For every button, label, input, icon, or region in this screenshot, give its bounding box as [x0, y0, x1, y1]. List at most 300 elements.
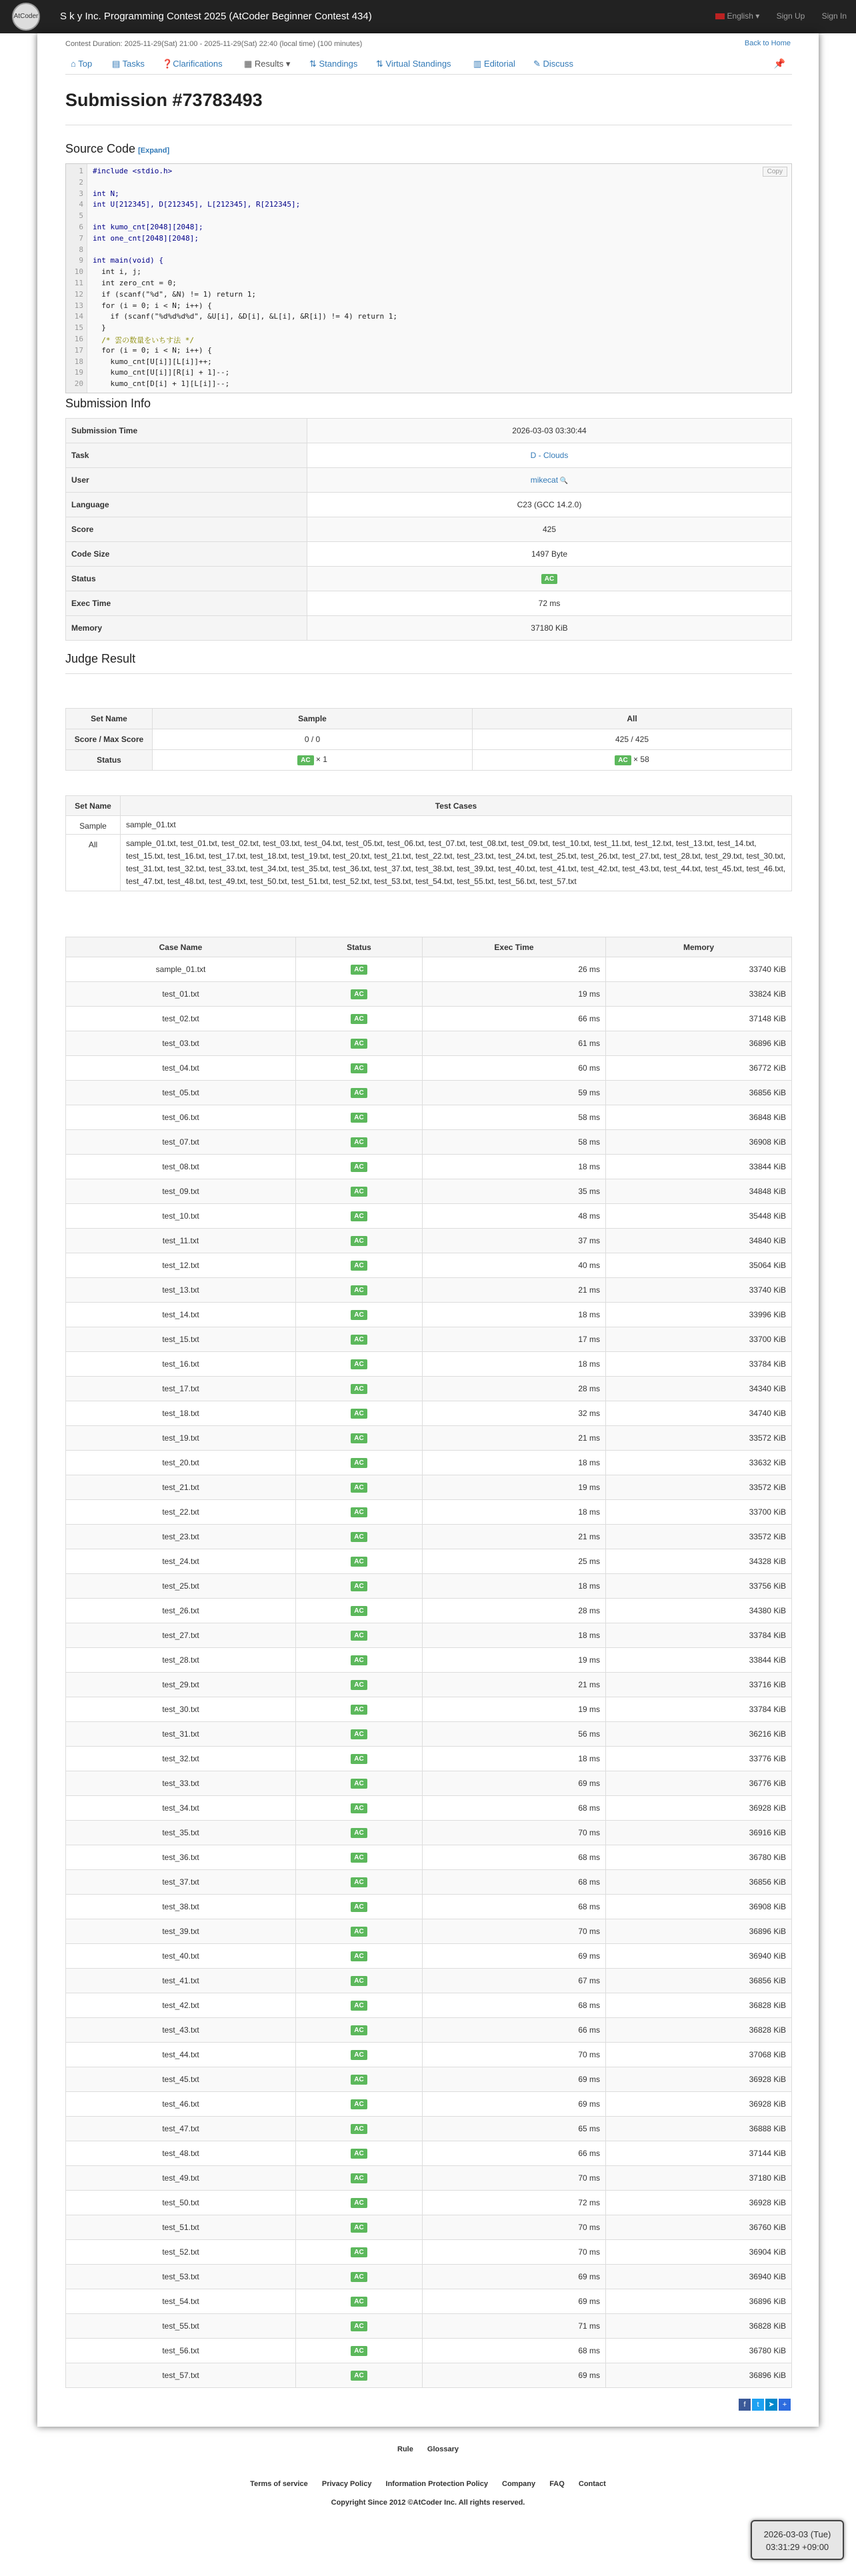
case-memory: 36828 KiB — [606, 1993, 792, 2018]
case-status — [296, 2117, 423, 2141]
line-number: 12 — [74, 289, 83, 299]
case-status — [296, 2191, 423, 2215]
case-exec-time: 67 ms — [423, 1969, 606, 1993]
case-exec-time: 69 ms — [423, 2092, 606, 2117]
case-col-header: Exec Time — [423, 937, 606, 957]
case-exec-time: 68 ms — [423, 1796, 606, 1821]
case-memory: 35064 KiB — [606, 1253, 792, 1278]
case-memory: 34340 KiB — [606, 1377, 792, 1401]
line-number: 6 — [79, 223, 83, 231]
case-status — [296, 2314, 423, 2339]
case-exec-time: 21 ms — [423, 1525, 606, 1549]
info-value — [307, 468, 792, 493]
case-name: test_03.txt — [66, 1031, 296, 1056]
main-container — [37, 33, 819, 2427]
table-row — [66, 1253, 792, 1278]
plus-icon[interactable]: + — [779, 2399, 791, 2411]
case-name: test_04.txt — [66, 1056, 296, 1081]
table-row — [66, 1673, 792, 1697]
case-col-header: Memory — [606, 937, 792, 957]
case-name: test_06.txt — [66, 1105, 296, 1130]
case-memory: 36940 KiB — [606, 2265, 792, 2289]
info-value — [307, 567, 792, 591]
top-navbar — [0, 0, 856, 33]
info-key: User — [66, 468, 307, 493]
case-memory: 36760 KiB — [606, 2215, 792, 2240]
case-memory: 36896 KiB — [606, 2363, 792, 2388]
table-row — [66, 1722, 792, 1747]
info-row — [66, 419, 792, 443]
case-name: test_12.txt — [66, 1253, 296, 1278]
case-memory: 33844 KiB — [606, 1155, 792, 1179]
case-status — [296, 1426, 423, 1451]
contest-title[interactable]: S k y Inc. Programming Contest 2025 (AtCoder Beginner Contest 434) — [60, 11, 372, 22]
status-badge: AC — [541, 574, 557, 584]
status-badge: AC — [351, 1285, 367, 1295]
info-protection-link[interactable]: Information Protection Policy — [385, 2480, 488, 2488]
status-badge: AC — [351, 1705, 367, 1715]
case-exec-time: 18 ms — [423, 1451, 606, 1475]
case-exec-time: 69 ms — [423, 1944, 606, 1969]
tab-editorial[interactable]: ▥ Editorial — [473, 59, 515, 69]
privacy-link[interactable]: Privacy Policy — [321, 2480, 372, 2488]
test-case-sets-table — [65, 795, 792, 891]
table-row — [66, 1895, 792, 1919]
case-status — [296, 1722, 423, 1747]
case-name: sample_01.txt — [66, 957, 296, 982]
case-results-table — [65, 937, 792, 2388]
case-status — [296, 2363, 423, 2388]
info-key: Task — [66, 443, 307, 468]
case-exec-time: 18 ms — [423, 1155, 606, 1179]
case-memory: 36928 KiB — [606, 2092, 792, 2117]
case-memory: 37180 KiB — [606, 2166, 792, 2191]
line-number: 2 — [79, 177, 83, 187]
status-badge: AC — [351, 1335, 367, 1345]
line-number: 10 — [74, 267, 83, 277]
status-badge: AC — [351, 1680, 367, 1690]
glossary-link[interactable]: Glossary — [427, 2445, 459, 2453]
info-text: C23 (GCC 14.2.0) — [517, 500, 582, 509]
all-score: 425 / 425 — [473, 729, 792, 750]
code-line: int one_cnt[2048][2048]; — [93, 233, 199, 243]
table-row — [66, 2043, 792, 2067]
status-badge: AC — [351, 2371, 367, 2381]
company-link[interactable]: Company — [502, 2480, 536, 2488]
case-status — [296, 2265, 423, 2289]
case-name: test_28.txt — [66, 1648, 296, 1673]
status-badge: AC — [351, 1557, 367, 1567]
case-exec-time: 58 ms — [423, 1105, 606, 1130]
language-select[interactable]: English ▾ — [715, 11, 760, 21]
line-number: 17 — [74, 345, 83, 355]
case-name: test_01.txt — [66, 982, 296, 1007]
case-name: test_57.txt — [66, 2363, 296, 2388]
case-exec-time: 66 ms — [423, 2018, 606, 2043]
case-memory: 33784 KiB — [606, 1697, 792, 1722]
sign-up-link[interactable]: Sign Up — [776, 11, 805, 21]
pin-icon[interactable]: 📌 — [773, 58, 785, 69]
case-name: test_26.txt — [66, 1599, 296, 1623]
info-row — [66, 616, 792, 641]
case-memory: 36896 KiB — [606, 1919, 792, 1944]
status-badge: AC — [297, 755, 313, 765]
case-memory: 33776 KiB — [606, 1747, 792, 1771]
case-name: test_55.txt — [66, 2314, 296, 2339]
sign-in-link[interactable]: Sign In — [821, 11, 847, 21]
case-exec-time: 68 ms — [423, 1870, 606, 1895]
case-memory: 36908 KiB — [606, 1895, 792, 1919]
case-status — [296, 1130, 423, 1155]
case-memory: 36928 KiB — [606, 2191, 792, 2215]
case-name: test_43.txt — [66, 2018, 296, 2043]
case-exec-time: 69 ms — [423, 2289, 606, 2314]
status-badge: AC — [351, 1927, 367, 1937]
info-text: 37180 KiB — [531, 623, 568, 633]
status-badge: AC — [351, 1803, 367, 1813]
case-status — [296, 1056, 423, 1081]
status-badge: AC — [351, 2297, 367, 2307]
table-row — [66, 1155, 792, 1179]
table-row — [66, 1401, 792, 1426]
contact-link[interactable]: Contact — [578, 2480, 606, 2488]
copy-button[interactable]: Copy — [763, 167, 787, 177]
info-value — [307, 493, 792, 517]
status-badge: AC — [351, 1211, 367, 1221]
tab-top[interactable]: ⌂ Top — [71, 59, 93, 69]
status-badge: AC — [351, 1877, 367, 1887]
table-row — [66, 1944, 792, 1969]
case-memory: 36928 KiB — [606, 1796, 792, 1821]
case-name: test_53.txt — [66, 2265, 296, 2289]
case-memory: 36896 KiB — [606, 2289, 792, 2314]
table-row — [66, 1130, 792, 1155]
case-memory: 37068 KiB — [606, 2043, 792, 2067]
table-row — [66, 1179, 792, 1204]
status-badge: AC — [351, 2223, 367, 2233]
case-exec-time: 70 ms — [423, 2043, 606, 2067]
case-name: test_11.txt — [66, 1229, 296, 1253]
case-status — [296, 1451, 423, 1475]
case-status — [296, 1179, 423, 1204]
terms-link[interactable]: Terms of service — [250, 2480, 308, 2488]
table-row — [66, 1475, 792, 1500]
code-line: kumo_cnt[D[i] + 1][L[i]]--; — [93, 379, 230, 389]
status-badge: AC — [351, 2346, 367, 2356]
status-badge: AC — [351, 1606, 367, 1616]
table-row — [66, 2339, 792, 2363]
info-value — [307, 517, 792, 542]
case-name: test_54.txt — [66, 2289, 296, 2314]
table-row — [66, 1229, 792, 1253]
case-name: test_18.txt — [66, 1401, 296, 1426]
case-exec-time: 19 ms — [423, 982, 606, 1007]
divider — [65, 673, 792, 674]
line-number: 18 — [74, 357, 83, 366]
case-exec-time: 19 ms — [423, 1648, 606, 1673]
line-number: 11 — [74, 279, 83, 287]
case-status — [296, 1007, 423, 1031]
status-badge: AC — [351, 1729, 367, 1739]
line-number: 1 — [79, 167, 83, 175]
status-badge: AC — [351, 1261, 367, 1271]
status-label: Status — [66, 750, 153, 771]
case-name: test_42.txt — [66, 1993, 296, 2018]
status-badge: AC — [351, 1039, 367, 1049]
case-status — [296, 1969, 423, 1993]
status-badge: AC — [615, 755, 631, 765]
rule-link[interactable]: Rule — [397, 2445, 413, 2453]
info-text: 2026-03-03 03:30:44 — [512, 426, 587, 435]
case-name: test_41.txt — [66, 1969, 296, 1993]
case-exec-time: 18 ms — [423, 1500, 606, 1525]
case-name: test_34.txt — [66, 1796, 296, 1821]
tab-tasks[interactable]: ▤ Tasks — [112, 59, 145, 69]
case-name: test_19.txt — [66, 1426, 296, 1451]
case-status — [296, 1648, 423, 1673]
table-row — [66, 1327, 792, 1352]
case-status — [296, 1204, 423, 1229]
search-icon[interactable]: 🔍 — [558, 477, 569, 485]
tab-results[interactable]: ▦ Results ▾ — [244, 59, 291, 69]
table-row — [66, 2191, 792, 2215]
table-row — [66, 1821, 792, 1845]
case-status — [296, 1919, 423, 1944]
code-line: } — [93, 323, 106, 333]
copyright: Copyright Since 2012 ©AtCoder Inc. All rights reserved. — [331, 2499, 525, 2507]
case-name: test_29.txt — [66, 1673, 296, 1697]
case-memory: 34740 KiB — [606, 1401, 792, 1426]
case-name: test_32.txt — [66, 1747, 296, 1771]
status-badge: AC — [351, 2050, 367, 2060]
table-row — [66, 1623, 792, 1648]
table-row — [66, 982, 792, 1007]
case-status — [296, 1845, 423, 1870]
status-badge: AC — [351, 1088, 367, 1098]
judge-result-table — [65, 708, 792, 771]
case-memory: 33756 KiB — [606, 1574, 792, 1599]
case-exec-time: 32 ms — [423, 1401, 606, 1426]
col-set-name: Set Name — [66, 796, 121, 816]
case-name: test_21.txt — [66, 1475, 296, 1500]
case-exec-time: 71 ms — [423, 2314, 606, 2339]
expand-link[interactable]: [Expand] — [138, 147, 170, 155]
info-key: Status — [66, 567, 307, 591]
case-exec-time: 18 ms — [423, 1623, 606, 1648]
status-badge: AC — [351, 1507, 367, 1517]
case-name: test_36.txt — [66, 1845, 296, 1870]
case-exec-time: 28 ms — [423, 1599, 606, 1623]
table-row — [66, 2117, 792, 2141]
status-badge: AC — [351, 1483, 367, 1493]
case-memory: 36856 KiB — [606, 1081, 792, 1105]
table-row — [66, 1056, 792, 1081]
line-number: 8 — [79, 245, 83, 254]
case-status — [296, 1623, 423, 1648]
case-name: test_38.txt — [66, 1895, 296, 1919]
table-row — [66, 1771, 792, 1796]
case-name: test_50.txt — [66, 2191, 296, 2215]
atcoder-logo[interactable]: AtCoder — [12, 3, 40, 31]
source-code-block[interactable] — [65, 163, 792, 393]
case-exec-time: 19 ms — [423, 1697, 606, 1722]
case-status — [296, 1549, 423, 1574]
case-status — [296, 1796, 423, 1821]
status-badge: AC — [351, 2173, 367, 2183]
info-key: Memory — [66, 616, 307, 641]
case-name: test_05.txt — [66, 1081, 296, 1105]
info-key: Code Size — [66, 542, 307, 567]
case-name: test_47.txt — [66, 2117, 296, 2141]
case-exec-time: 25 ms — [423, 1549, 606, 1574]
info-text: 425 — [542, 525, 557, 534]
case-memory: 36888 KiB — [606, 2117, 792, 2141]
table-row — [66, 1204, 792, 1229]
back-home-link[interactable]: Back to Home — [744, 39, 791, 47]
code-line: kumo_cnt[U[i]][L[i]]++; — [93, 357, 212, 366]
case-exec-time: 70 ms — [423, 2215, 606, 2240]
case-name: test_22.txt — [66, 1500, 296, 1525]
case-memory: 33740 KiB — [606, 1278, 792, 1303]
line-number: 3 — [79, 189, 83, 198]
case-exec-time: 19 ms — [423, 1475, 606, 1500]
share-buttons — [737, 2399, 791, 2411]
status-badge: AC — [351, 1162, 367, 1172]
status-badge: AC — [351, 1779, 367, 1789]
line-number: 15 — [74, 323, 83, 333]
case-exec-time: 69 ms — [423, 2363, 606, 2388]
case-name: test_49.txt — [66, 2166, 296, 2191]
case-exec-time: 18 ms — [423, 1303, 606, 1327]
line-number: 5 — [79, 211, 83, 221]
line-number: 20 — [74, 379, 83, 389]
info-row — [66, 591, 792, 616]
case-memory: 33784 KiB — [606, 1623, 792, 1648]
line-number: 13 — [74, 301, 83, 310]
tab-standings[interactable]: ⇅ Standings — [309, 59, 358, 69]
info-row — [66, 493, 792, 517]
info-row — [66, 443, 792, 468]
code-line: int i, j; — [93, 267, 141, 277]
status-badge: AC — [351, 1828, 367, 1838]
case-exec-time: 68 ms — [423, 2339, 606, 2363]
case-status — [296, 2141, 423, 2166]
status-badge: AC — [351, 1409, 367, 1419]
case-name: test_45.txt — [66, 2067, 296, 2092]
table-row — [66, 1031, 792, 1056]
case-memory: 36848 KiB — [606, 1105, 792, 1130]
facebook-icon[interactable]: f — [739, 2399, 751, 2411]
info-row — [66, 542, 792, 567]
case-status — [296, 2339, 423, 2363]
sample-score: 0 / 0 — [153, 729, 473, 750]
task-link[interactable]: D - Clouds — [530, 451, 569, 460]
case-status — [296, 1081, 423, 1105]
twitter-icon[interactable]: t — [752, 2399, 764, 2411]
table-row — [66, 1377, 792, 1401]
case-exec-time: 70 ms — [423, 1919, 606, 1944]
table-row — [66, 1525, 792, 1549]
line-number: 16 — [74, 335, 83, 343]
case-name: test_39.txt — [66, 1919, 296, 1944]
case-status — [296, 2018, 423, 2043]
table-row — [66, 1993, 792, 2018]
sample-status: AC × 1 — [153, 750, 473, 771]
case-status — [296, 1747, 423, 1771]
table-row — [66, 2240, 792, 2265]
table-row — [66, 2067, 792, 2092]
case-name: test_25.txt — [66, 1574, 296, 1599]
case-memory: 34840 KiB — [606, 1229, 792, 1253]
code-line: for (i = 0; i < N; i++) { — [93, 301, 212, 310]
case-memory: 36928 KiB — [606, 2067, 792, 2092]
table-row — [66, 2166, 792, 2191]
col-set-name: Set Name — [66, 709, 153, 729]
case-name: test_31.txt — [66, 1722, 296, 1747]
contest-nav — [65, 55, 792, 75]
case-status — [296, 1944, 423, 1969]
case-memory: 36828 KiB — [606, 2314, 792, 2339]
info-value — [307, 443, 792, 468]
case-name: test_13.txt — [66, 1278, 296, 1303]
info-row — [66, 567, 792, 591]
case-memory: 33740 KiB — [606, 957, 792, 982]
clock-date: 2026-03-03 (Tue) — [763, 2529, 831, 2539]
status-badge: AC — [351, 1236, 367, 1246]
status-badge: AC — [351, 1754, 367, 1764]
flag-icon — [715, 13, 725, 19]
case-memory: 37148 KiB — [606, 1007, 792, 1031]
case-status — [296, 1278, 423, 1303]
case-exec-time: 70 ms — [423, 2166, 606, 2191]
tab-discuss[interactable]: ✎ Discuss — [533, 59, 574, 69]
case-status — [296, 1673, 423, 1697]
tab-virtual-standings[interactable]: ⇅ Virtual Standings — [376, 59, 451, 69]
case-exec-time: 18 ms — [423, 1352, 606, 1377]
info-value — [307, 591, 792, 616]
case-status — [296, 1401, 423, 1426]
case-memory: 36780 KiB — [606, 1845, 792, 1870]
case-exec-time: 58 ms — [423, 1130, 606, 1155]
case-status — [296, 982, 423, 1007]
tab-clarifications[interactable]: ❓Clarifications — [162, 59, 223, 69]
case-memory: 36828 KiB — [606, 2018, 792, 2043]
table-row — [66, 1648, 792, 1673]
case-col-header: Case Name — [66, 937, 296, 957]
case-status — [296, 1870, 423, 1895]
case-name: test_44.txt — [66, 2043, 296, 2067]
status-badge: AC — [351, 1976, 367, 1986]
telegram-icon[interactable]: ➤ — [765, 2399, 777, 2411]
user-link[interactable]: mikecat — [530, 475, 559, 485]
case-status — [296, 1599, 423, 1623]
info-value — [307, 542, 792, 567]
case-exec-time: 61 ms — [423, 1031, 606, 1056]
case-exec-time: 69 ms — [423, 2265, 606, 2289]
case-exec-time: 21 ms — [423, 1673, 606, 1697]
line-number: 7 — [79, 233, 83, 243]
case-status — [296, 1525, 423, 1549]
top-right-menu — [701, 11, 847, 21]
case-name: test_15.txt — [66, 1327, 296, 1352]
table-row — [66, 1697, 792, 1722]
case-status — [296, 1377, 423, 1401]
faq-link[interactable]: FAQ — [549, 2480, 565, 2488]
case-exec-time: 68 ms — [423, 1993, 606, 2018]
status-badge: AC — [351, 2075, 367, 2085]
case-status — [296, 2166, 423, 2191]
case-status — [296, 1229, 423, 1253]
